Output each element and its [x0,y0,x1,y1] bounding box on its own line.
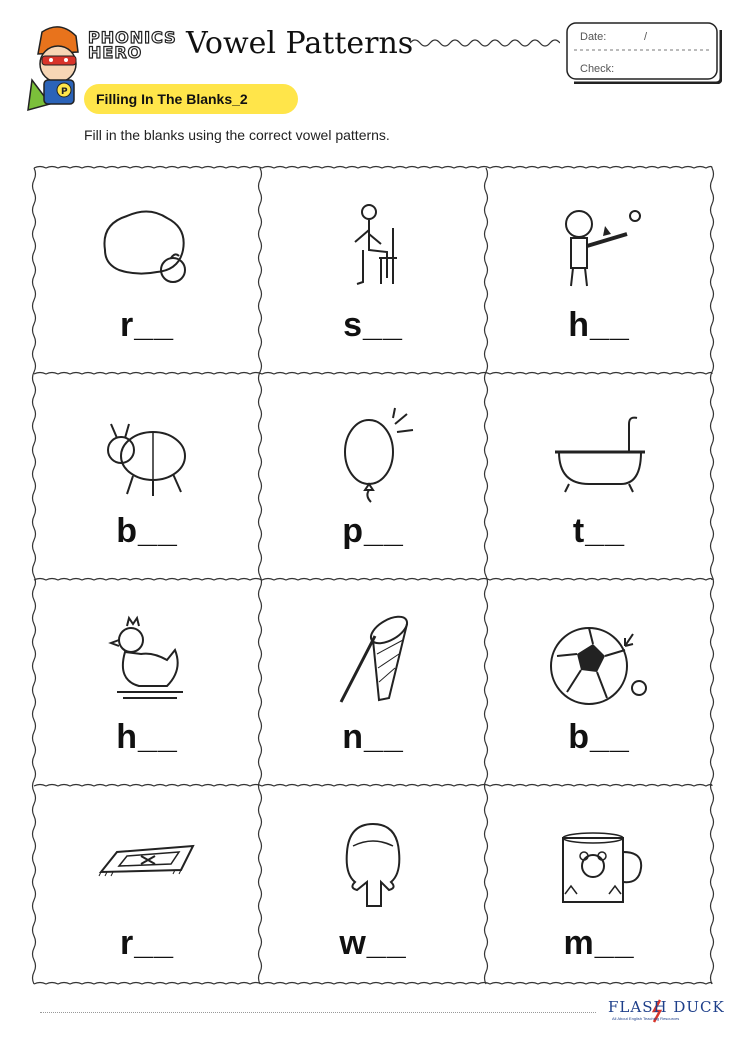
card-word[interactable]: h__ [116,718,178,756]
instruction-text: Fill in the blanks using the correct vowel patterns. [84,127,390,143]
popping-balloon-icon [323,404,423,504]
brand-line-2: HERO [88,43,143,62]
mug-icon [549,816,649,916]
svg-text:P: P [61,87,68,97]
card-bug [34,374,260,577]
card-rock [34,168,260,371]
brand-line-1: PHONICS [88,28,177,47]
bathtub-icon [549,404,649,504]
big-ball-icon [549,610,649,710]
card-word[interactable]: r__ [119,924,175,962]
page-title: Vowel Patterns [186,26,414,61]
card-word[interactable]: w__ [339,924,407,962]
card-hen [34,580,260,783]
card-word[interactable]: s__ [343,306,403,344]
card-word[interactable]: b__ [568,718,630,756]
rug-icon [97,816,197,916]
net-icon [323,610,423,710]
bug-icon [97,404,197,504]
card-rug [34,786,260,989]
card-big [486,580,712,783]
card-word[interactable]: t__ [572,512,626,550]
card-word[interactable]: b__ [116,512,178,550]
card-sit [260,168,486,371]
wig-icon [323,816,423,916]
card-word[interactable]: p__ [342,512,404,550]
card-mug [486,786,712,989]
card-word[interactable]: r__ [119,306,175,344]
hitting-ball-icon [549,198,649,298]
card-wig [260,786,486,989]
rock-icon [97,198,197,298]
hen-icon [97,610,197,710]
check-label: Check: [580,63,615,75]
date-label: Date: [580,31,607,43]
worksheet-subtitle: Filling In The Blanks_2 [96,91,248,107]
footer-divider [40,1012,596,1013]
footer-logo-tagline: All About English Teaching Resources [612,1016,680,1021]
card-word[interactable]: h__ [568,306,630,344]
card-hit [486,168,712,371]
card-pop [260,374,486,577]
card-word[interactable]: n__ [342,718,404,756]
card-tub [486,374,712,577]
date-slash: / [644,31,648,43]
card-net [260,580,486,783]
footer-logo-text: FLASH DUCK [608,998,725,1016]
sitting-person-icon [323,198,423,298]
card-word[interactable]: m__ [563,924,635,962]
